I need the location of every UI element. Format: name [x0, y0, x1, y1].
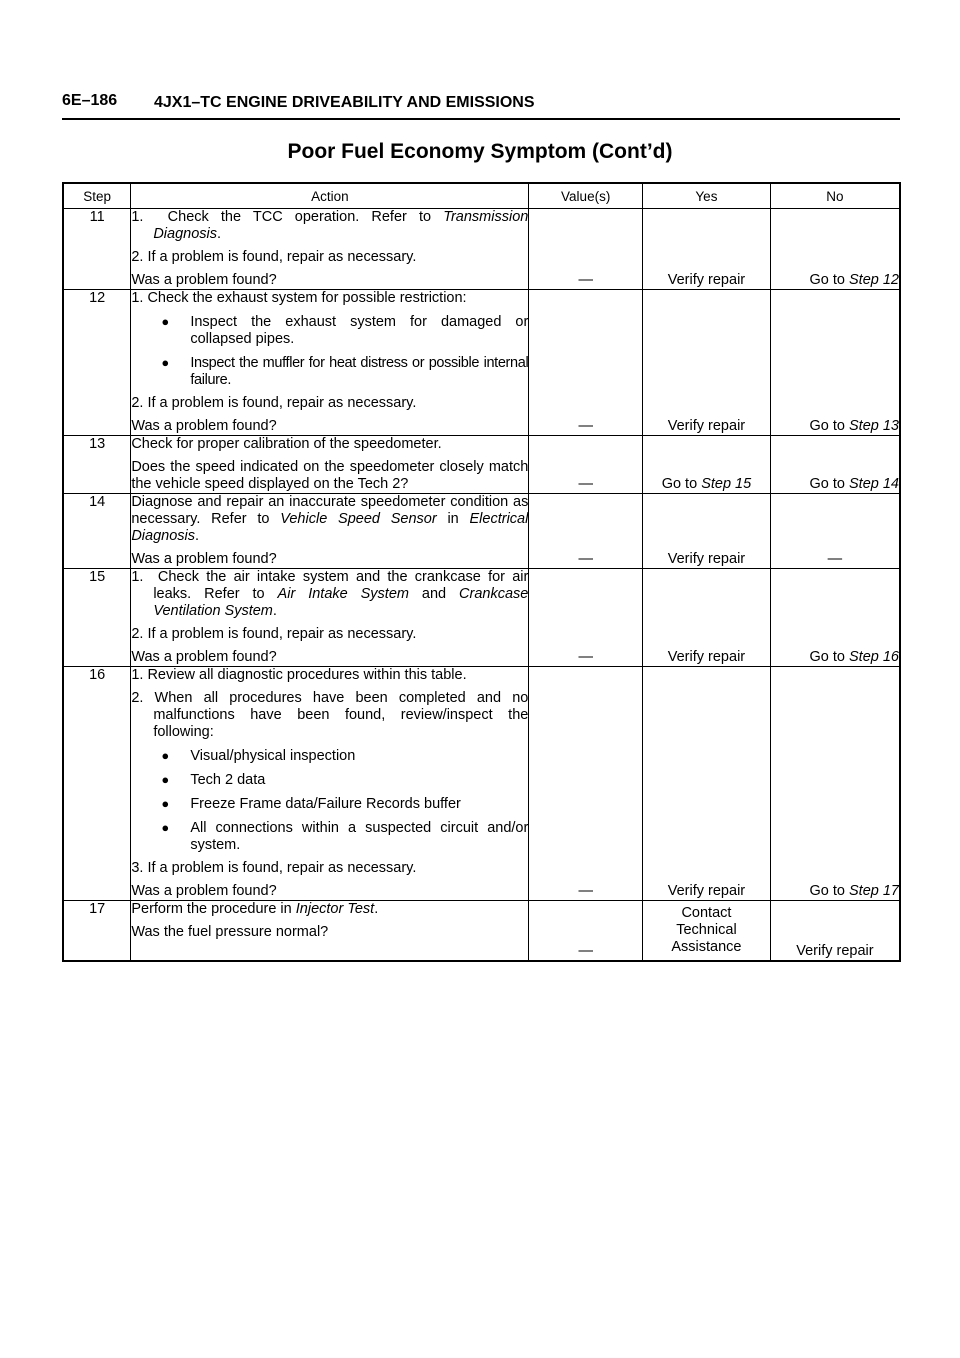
page-title: Poor Fuel Economy Symptom (Cont’d) [287, 140, 673, 163]
action-item: Perform the procedure in Injector Test. [131, 901, 379, 917]
yes-cell: Verify repair [643, 569, 771, 667]
step-reference: Step 12 [849, 272, 899, 288]
col-action-header: Action [131, 183, 529, 209]
value-cell: — [529, 569, 643, 667]
question: Was the fuel pressure normal? [131, 924, 329, 940]
no-cell: Go to Step 16 [770, 569, 900, 667]
action-item: 2. When all procedures have been completed and no malfunctions have been found, review/inspect the following: [131, 690, 529, 740]
bullet-item: ● Inspect the exhaust system for damaged or collapsed pipes. [131, 313, 528, 348]
table-row [63, 494, 900, 569]
page-number: 6E–186 [62, 92, 118, 109]
value-cell: — [529, 667, 643, 901]
reference-link: Electrical Diagnosis [131, 511, 529, 544]
value-cell: — [529, 290, 643, 436]
step-number: 15 [63, 569, 131, 667]
action-item: 2. If a problem is found, repair as necessary. [131, 249, 417, 265]
action-item: 3. If a problem is found, repair as necessary. [131, 860, 417, 876]
action-item: 2. If a problem is found, repair as necessary. [131, 626, 417, 642]
table-row [63, 901, 900, 962]
table-row [63, 436, 900, 494]
value-cell: — [529, 494, 643, 569]
action-cell [131, 901, 529, 962]
step-number: 12 [63, 290, 131, 436]
step-reference: Step 15 [701, 476, 752, 492]
action-item: Check for proper calibration of the speedometer. [131, 436, 442, 452]
action-cell [131, 569, 529, 667]
bullet-item: ● Inspect the muffler for heat distress or possible internal failure. [131, 354, 528, 389]
no-cell: Verify repair [770, 901, 900, 962]
reference-link: Air Intake System [277, 586, 409, 602]
no-cell: Go to Step 17 [770, 667, 900, 901]
value-cell: — [529, 209, 643, 290]
diagnostic-table [62, 182, 901, 962]
step-reference: Step 14 [849, 476, 899, 492]
action-cell [131, 290, 529, 436]
question: Was a problem found? [131, 883, 277, 899]
step-number: 14 [63, 494, 131, 569]
reference-link: Injector Test [295, 901, 375, 917]
action-cell [131, 209, 529, 290]
yes-cell: Verify repair [643, 494, 771, 569]
question: Does the speed indicated on the speedometer closely match the vehicle speed displayed on the Tech 2? [131, 459, 529, 492]
table-header-row [63, 183, 900, 209]
question: Was a problem found? [131, 649, 277, 665]
step-reference: Step 16 [849, 649, 899, 665]
no-cell: Go to Step 13 [770, 290, 900, 436]
yes-cell: Verify repair [643, 209, 771, 290]
value-cell: — [529, 436, 643, 494]
col-values-header: Value(s) [529, 183, 643, 209]
section-title: 4JX1–TC ENGINE DRIVEABILITY AND EMISSIONS [154, 94, 535, 111]
bullet-item: ● Visual/physical inspection [131, 747, 528, 765]
action-item: 1. Check the exhaust system for possible restriction: [131, 290, 467, 306]
action-cell [131, 667, 529, 901]
yes-cell: Verify repair [643, 667, 771, 901]
table-row [63, 209, 900, 290]
col-step-header: Step [63, 183, 131, 209]
action-cell [131, 494, 529, 569]
step-reference: Step 17 [849, 883, 899, 899]
reference-link: Transmission Diagnosis [153, 209, 529, 242]
action-item: 2. If a problem is found, repair as necessary. [131, 395, 417, 411]
table-row [63, 569, 900, 667]
col-no-header: No [770, 183, 900, 209]
question: Was a problem found? [131, 418, 277, 434]
value-cell: — [529, 901, 643, 962]
yes-cell: Go to Step 15 [643, 436, 771, 494]
action-cell [131, 436, 529, 494]
yes-cell: Verify repair [643, 290, 771, 436]
step-number: 13 [63, 436, 131, 494]
question: Was a problem found? [131, 272, 277, 288]
no-cell: Go to Step 12 [770, 209, 900, 290]
table-row [63, 667, 900, 901]
step-number: 17 [63, 901, 131, 962]
action-item: 1. Review all diagnostic procedures within this table. [131, 667, 467, 683]
question: Was a problem found? [131, 551, 277, 567]
step-number: 11 [89, 209, 105, 225]
step-reference: Step 13 [849, 418, 899, 434]
yes-cell: Contact Technical Assistance [643, 901, 771, 962]
step-number: 16 [63, 667, 131, 901]
bullet-item: ● Freeze Frame data/Failure Records buffer [131, 795, 528, 813]
bullet-item: ● All connections within a suspected circuit and/or system. [131, 819, 528, 854]
action-item: Diagnose and repair an inaccurate speedometer condition as necessary. Refer to Vehicle Speed Sensor in Electrical Diagnosis. [131, 494, 529, 544]
table-row [63, 290, 900, 436]
reference-link: Crankcase Ventilation System [153, 586, 529, 619]
no-cell: — [770, 494, 900, 569]
col-yes-header: Yes [643, 183, 771, 209]
action-item: 1. Check the TCC operation. Refer to Transmission Diagnosis. [131, 209, 529, 242]
page-header [62, 92, 900, 120]
no-cell: Go to Step 14 [770, 436, 900, 494]
action-item: 1. Check the air intake system and the crankcase for air leaks. Refer to Air Intake System and Crankcase Ventilation System. [131, 569, 529, 619]
reference-link: Vehicle Speed Sensor [280, 511, 437, 527]
bullet-item: ● Tech 2 data [131, 771, 528, 789]
